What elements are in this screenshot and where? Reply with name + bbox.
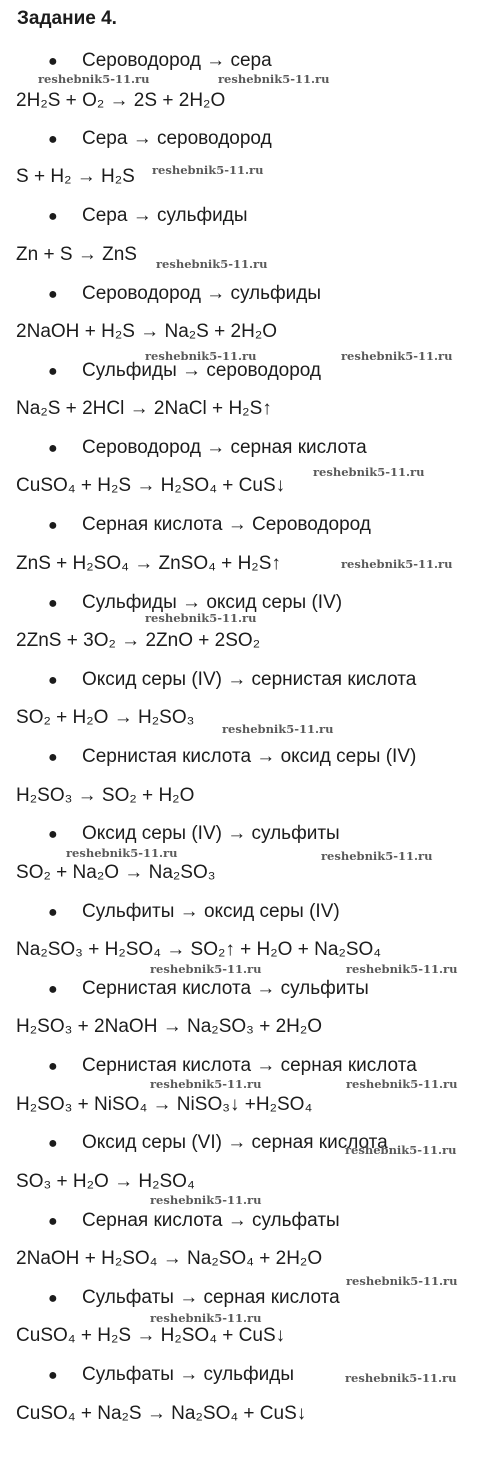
- list-item-heading: ● Сернистая кислота → сульфиты: [48, 978, 369, 999]
- bullet-icon: ●: [48, 981, 58, 998]
- watermark: reshebnik5-11.ru: [313, 465, 425, 479]
- bullet-icon: ●: [48, 595, 58, 612]
- list-item-heading: ● Серная кислота → сульфаты: [48, 1210, 340, 1231]
- list-item-heading: ● Сероводород → сульфиды: [48, 283, 322, 304]
- list-item-heading: ● Сульфаты → сульфиды: [48, 1364, 295, 1385]
- equation: S + H₂ → H₂S: [16, 166, 135, 187]
- equation: ZnS + H₂SO₄ → ZnSO₄ + H₂S↑: [16, 553, 281, 574]
- equation: CuSO₄ + H₂S → H₂SO₄ + CuS↓: [16, 475, 286, 496]
- watermark: reshebnik5-11.ru: [150, 1311, 262, 1325]
- bullet-icon: ●: [48, 1135, 58, 1152]
- list-item-heading: ● Сульфаты → серная кислота: [48, 1287, 340, 1308]
- equation: CuSO₄ + Na₂S → Na₂SO₄ + CuS↓: [16, 1403, 307, 1424]
- watermark: reshebnik5-11.ru: [156, 257, 268, 271]
- bullet-icon: ●: [48, 1290, 58, 1307]
- list-item-heading: ● Сера → сульфиды: [48, 205, 248, 226]
- watermark: reshebnik5-11.ru: [341, 557, 453, 571]
- equation: CuSO₄ + H₂S → H₂SO₄ + CuS↓: [16, 1325, 286, 1346]
- equation: H₂SO₃ + 2NaOH → Na₂SO₃ + 2H₂O: [16, 1016, 323, 1037]
- watermark: reshebnik5-11.ru: [152, 163, 264, 177]
- list-item-heading: ● Серная кислота → Сероводород: [48, 514, 371, 535]
- list-item-heading: ● Сернистая кислота → серная кислота: [48, 1055, 417, 1076]
- bullet-icon: ●: [48, 440, 58, 457]
- bullet-icon: ●: [48, 904, 58, 921]
- list-item-heading: ● Оксид серы (VI) → серная кислота: [48, 1132, 388, 1153]
- bullet-icon: ●: [48, 749, 58, 766]
- equation: Na₂S + 2HCl → 2NaCl + H₂S↑: [16, 398, 272, 419]
- list-item-heading: ● Сульфиды → сероводород: [48, 360, 322, 381]
- equation: 2H₂S + O₂ → 2S + 2H₂O: [16, 90, 226, 111]
- equation: Na₂SO₃ + H₂SO₄ → SO₂↑ + H₂O + Na₂SO₄: [16, 939, 382, 960]
- list-item-heading: ● Оксид серы (IV) → сульфиты: [48, 823, 340, 844]
- list-item-heading: ● Сероводород → сера: [48, 50, 272, 71]
- bullet-icon: ●: [48, 517, 58, 534]
- list-item-heading: ● Сернистая кислота → оксид серы (IV): [48, 746, 417, 767]
- equation: 2ZnS + 3O₂ → 2ZnO + 2SO₂: [16, 630, 261, 651]
- equation: SO₂ + H₂O → H₂SO₃: [16, 707, 195, 728]
- bullet-icon: ●: [48, 363, 58, 380]
- watermark: reshebnik5-11.ru: [145, 349, 257, 363]
- equation: 2NaOH + H₂SO₄ → Na₂SO₄ + 2H₂O: [16, 1248, 323, 1269]
- equation: H₂SO₃ → SO₂ + H₂O: [16, 785, 195, 806]
- watermark: reshebnik5-11.ru: [346, 962, 458, 976]
- list-item-heading: ● Сероводород → серная кислота: [48, 437, 367, 458]
- bullet-icon: ●: [48, 1367, 58, 1384]
- watermark: reshebnik5-11.ru: [341, 349, 453, 363]
- watermark: reshebnik5-11.ru: [150, 1077, 262, 1091]
- list-item-heading: ● Сера → сероводород: [48, 128, 272, 149]
- watermark: reshebnik5-11.ru: [321, 849, 433, 863]
- bullet-icon: ●: [48, 1058, 58, 1075]
- bullet-icon: ●: [48, 826, 58, 843]
- list-item-heading: ● Сульфиты → оксид серы (IV): [48, 901, 340, 922]
- watermark: reshebnik5-11.ru: [222, 722, 334, 736]
- watermark: reshebnik5-11.ru: [345, 1143, 457, 1157]
- watermark: reshebnik5-11.ru: [345, 1371, 457, 1385]
- equation: SO₂ + Na₂O → Na₂SO₃: [16, 862, 216, 883]
- page-title: Задание 4.: [17, 8, 117, 29]
- watermark: reshebnik5-11.ru: [150, 1193, 262, 1207]
- bullet-icon: ●: [48, 131, 58, 148]
- equation: 2NaOH + H₂S → Na₂S + 2H₂O: [16, 321, 277, 342]
- list-item-heading: ● Оксид серы (IV) → сернистая кислота: [48, 669, 417, 690]
- watermark: reshebnik5-11.ru: [38, 72, 150, 86]
- bullet-icon: ●: [48, 286, 58, 303]
- watermark: reshebnik5-11.ru: [218, 72, 330, 86]
- bullet-icon: ●: [48, 1213, 58, 1230]
- bullet-icon: ●: [48, 208, 58, 225]
- equation: H₂SO₃ + NiSO₄ → NiSO₃↓ +H₂SO₄: [16, 1094, 313, 1115]
- equation: Zn + S → ZnS: [16, 244, 137, 265]
- watermark: reshebnik5-11.ru: [346, 1274, 458, 1288]
- equation: SO₃ + H₂O → H₂SO₄: [16, 1171, 195, 1192]
- watermark: reshebnik5-11.ru: [150, 962, 262, 976]
- watermark: reshebnik5-11.ru: [346, 1077, 458, 1091]
- list-item-heading: ● Сульфиды → оксид серы (IV): [48, 592, 343, 613]
- watermark: reshebnik5-11.ru: [145, 611, 257, 625]
- bullet-icon: ●: [48, 53, 58, 70]
- bullet-icon: ●: [48, 672, 58, 689]
- watermark: reshebnik5-11.ru: [66, 846, 178, 860]
